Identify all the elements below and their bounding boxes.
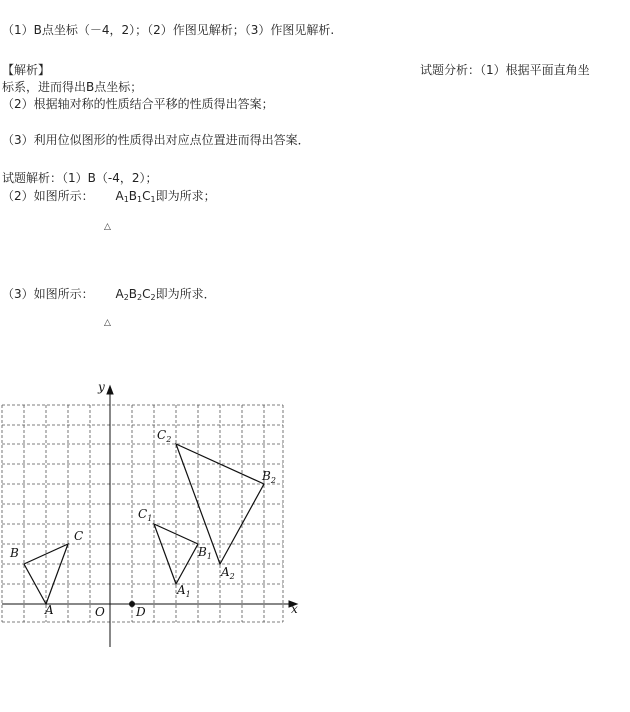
point-d bbox=[129, 601, 135, 607]
label-c2-sub: 2 bbox=[166, 435, 172, 444]
solution-step-3 bbox=[2, 286, 216, 306]
label-b2 bbox=[261, 469, 276, 485]
label-c1-sub: 1 bbox=[147, 514, 153, 523]
triangle-placeholder-2: △ bbox=[104, 318, 111, 328]
x-axis-label: x bbox=[291, 602, 298, 616]
label-c: C bbox=[74, 529, 84, 543]
label-a1-letter: A bbox=[177, 583, 186, 597]
label-b2-sub: 2 bbox=[270, 476, 276, 485]
label-a2 bbox=[220, 565, 235, 581]
label-c2-letter: C bbox=[157, 428, 167, 442]
point-d-label: D bbox=[136, 605, 146, 619]
label-a1 bbox=[176, 583, 191, 599]
origin-label: O bbox=[95, 605, 105, 619]
solution-step-2-triangle: $A_1B_1C_1$即为所求； bbox=[115, 189, 216, 204]
label-b1 bbox=[197, 545, 212, 561]
analysis-header: 【解析】 bbox=[2, 63, 51, 77]
solution-step-3-prefix: （3）如图所示： bbox=[2, 287, 94, 301]
label-b: B bbox=[10, 546, 19, 560]
answer-line: （1）B点坐标（－4，2）；（2）作图见解析；（3）作图见解析. bbox=[2, 23, 335, 37]
analysis-continuation: 标系，进而得出B点坐标； bbox=[2, 80, 143, 94]
label-a2-sub: 2 bbox=[229, 572, 235, 581]
label-b1-sub: 1 bbox=[206, 552, 212, 561]
y-axis-label: y bbox=[98, 380, 105, 394]
label-a1-sub: 1 bbox=[185, 590, 191, 599]
solution-step-1: 试题解析：（1）B（-4，2）； bbox=[2, 171, 158, 185]
label-c1 bbox=[138, 507, 152, 523]
solution-step-2 bbox=[2, 188, 216, 208]
triangle-placeholder-1: △ bbox=[104, 222, 111, 232]
label-a2-letter: A bbox=[221, 565, 230, 579]
y-axis-arrow bbox=[107, 386, 113, 394]
analysis-step-3: （3）利用位似图形的性质得出对应点位置进而得出答案． bbox=[2, 133, 310, 147]
label-c2 bbox=[157, 428, 171, 444]
analysis-title: 试题分析：（1）根据平面直角坐 bbox=[420, 63, 590, 77]
label-c1-letter: C bbox=[138, 507, 148, 521]
solution-step-2-prefix: （2）如图所示： bbox=[2, 189, 94, 203]
coordinate-graph bbox=[0, 375, 310, 655]
label-a: A bbox=[45, 603, 54, 617]
solution-step-3-triangle: $A_2B_2C_2$即为所求． bbox=[115, 287, 216, 302]
label-b1-letter: B bbox=[198, 545, 207, 559]
label-b2-letter: B bbox=[262, 469, 271, 483]
analysis-step-2: （2）根据轴对称的性质结合平移的性质得出答案； bbox=[2, 97, 274, 111]
